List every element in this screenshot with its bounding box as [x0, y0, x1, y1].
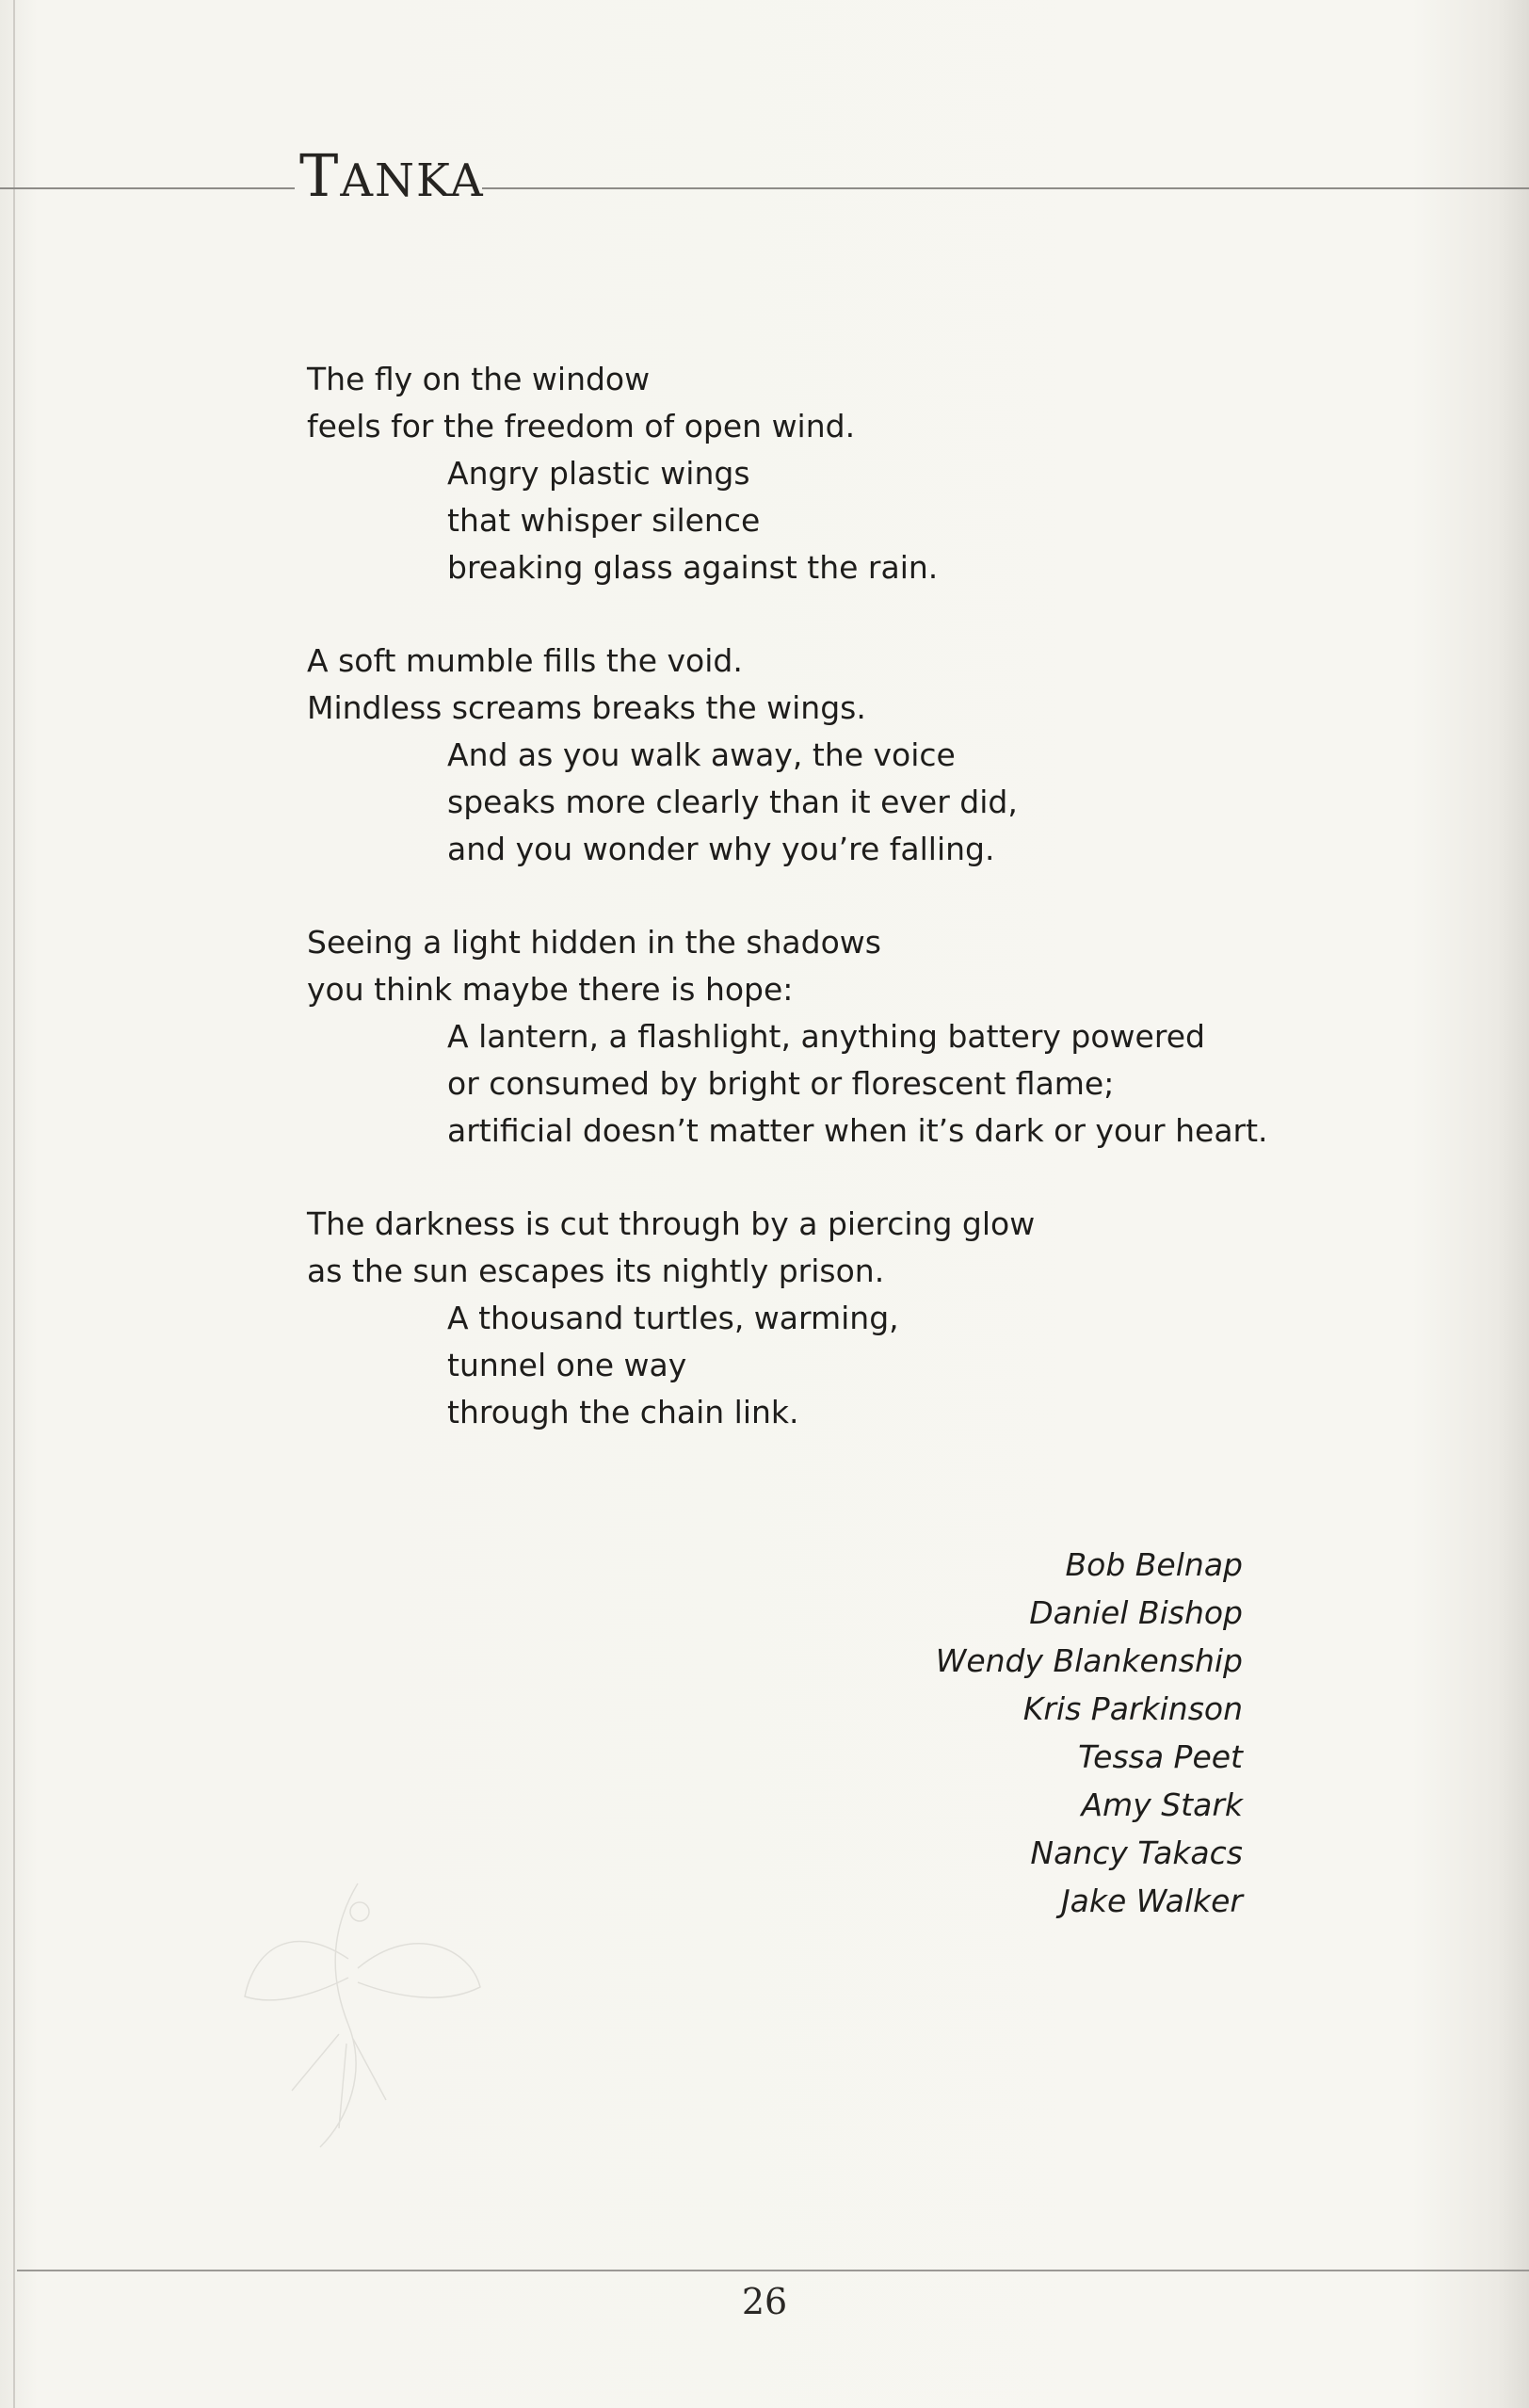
poem-line: speaks more clearly than it ever did, — [447, 784, 1018, 820]
poem-body — [307, 356, 1314, 1482]
author-name: Bob Belnap — [1065, 1546, 1243, 1583]
poem-line: and you wonder why you’re falling. — [447, 831, 995, 867]
footer-rule — [17, 2270, 1529, 2271]
poem-line: feels for the freedom of open wind. — [307, 408, 856, 444]
poem-line: Angry plastic wings — [447, 455, 750, 492]
author-name: Nancy Takacs — [1030, 1834, 1243, 1871]
author-name: Jake Walker — [1060, 1883, 1243, 1919]
poem-line: A thousand turtles, warming, — [447, 1300, 899, 1336]
author-list — [936, 1541, 1243, 1925]
poem-line: artificial doesn’t matter when it’s dark or your heart. — [447, 1112, 1268, 1149]
poem-line: Mindless screams breaks the wings. — [307, 689, 866, 726]
stanza — [307, 1201, 1314, 1436]
header-rule-left — [0, 187, 295, 189]
header-rule-right — [482, 187, 1529, 189]
page-edge — [13, 0, 15, 2408]
poem-line: Seeing a light hidden in the shadows — [307, 924, 881, 961]
poem-line: breaking glass against the rain. — [447, 549, 939, 586]
poem-line: you think maybe there is hope: — [307, 971, 794, 1008]
page-title-initial: T — [299, 141, 341, 210]
page-number: 26 — [741, 2281, 788, 2322]
stanza — [307, 638, 1314, 873]
poem-line: A soft mumble fills the void. — [307, 642, 743, 679]
poem-line: that whisper silence — [447, 502, 761, 539]
stanza — [307, 356, 1314, 591]
poem-line: tunnel one way — [447, 1347, 687, 1383]
page-title — [299, 141, 485, 210]
bleed-through-insect-illustration — [188, 1846, 527, 2166]
stanza — [307, 919, 1314, 1155]
author-name: Daniel Bishop — [1029, 1594, 1243, 1631]
author-name: Tessa Peet — [1078, 1738, 1243, 1775]
page-title-rest: ANKA — [340, 154, 485, 207]
poem-line: as the sun escapes its nightly prison. — [307, 1252, 885, 1289]
poem-line: or consumed by bright or florescent flame; — [447, 1065, 1115, 1102]
poem-line: through the chain link. — [447, 1394, 799, 1430]
author-name: Kris Parkinson — [1022, 1690, 1243, 1727]
poem-line: The fly on the window — [307, 361, 651, 397]
poem-line: And as you walk away, the voice — [447, 736, 956, 773]
author-name: Wendy Blankenship — [935, 1642, 1243, 1679]
poem-line: A lantern, a flashlight, anything battery powered — [447, 1018, 1205, 1055]
poem-line: The darkness is cut through by a piercing glow — [307, 1205, 1036, 1242]
author-name: Amy Stark — [1081, 1786, 1243, 1823]
